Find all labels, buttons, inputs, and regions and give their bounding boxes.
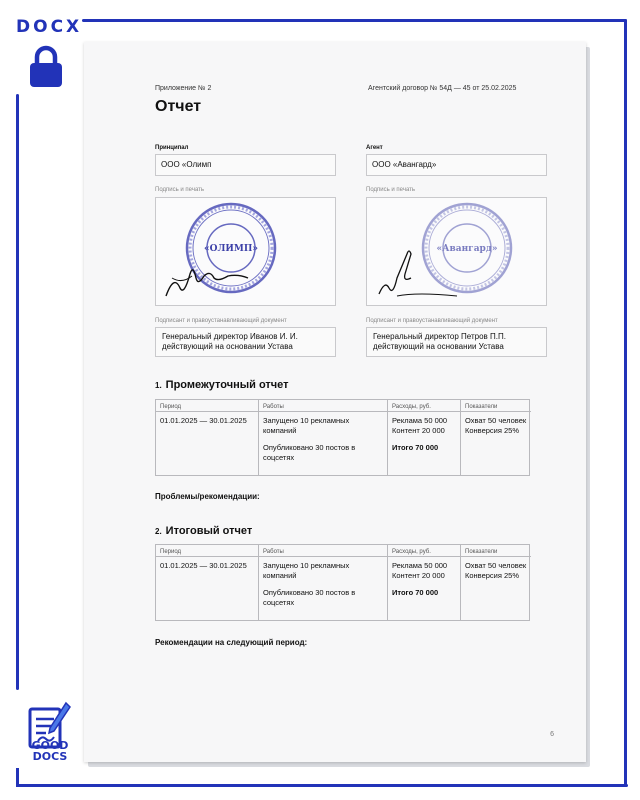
section-1-work-item: Запущено 10 рекламных компаний — [263, 416, 350, 435]
docx-label: DOCX — [16, 17, 83, 37]
section-2-title — [155, 525, 252, 537]
section-2-expense-total: Итого 70 000 — [392, 588, 439, 597]
section-2-number: 2. — [155, 527, 162, 536]
section-1-header-expenses: Расходы, руб. — [388, 400, 460, 412]
agent-signature-box — [366, 197, 547, 306]
section-1-table — [155, 399, 530, 476]
section-2-expenses-cell — [388, 557, 460, 602]
section-2-col-expenses — [387, 545, 460, 620]
section-2-header-metrics: Показатели — [461, 545, 531, 557]
section-1-header-metrics: Показатели — [461, 400, 531, 412]
frame-left-line — [16, 94, 19, 690]
agent-signer-label: Подписант и правоустанавливающий документ — [366, 318, 498, 324]
section-1-metric-item: Охват 50 человек — [465, 416, 527, 425]
lock-icon — [28, 44, 64, 88]
section-1-expense-item: Реклама 50 000 — [392, 416, 448, 425]
agent-stamp-icon — [367, 198, 547, 306]
section-1-works-cell — [259, 412, 387, 467]
section-1-header-works: Работы — [259, 400, 387, 412]
section-1-col-expenses — [387, 400, 460, 475]
section-1-period-cell: 01.01.2025 — 30.01.2025 — [160, 416, 247, 425]
principal-stamp-icon — [156, 198, 336, 306]
section-1-metric-item: Конверсия 25% — [465, 426, 520, 435]
section-1-expenses-cell — [388, 412, 460, 457]
logo-text-good: GOOD — [31, 739, 69, 752]
section-2-note: Рекомендации на следующий период: — [155, 638, 308, 647]
frame-left-bottom-line — [16, 768, 19, 787]
principal-signature-box — [155, 197, 336, 306]
section-2-expense-item: Реклама 50 000 — [392, 561, 448, 570]
logo-text-docs: DOCS — [32, 750, 68, 763]
agent-sign-label: Подпись и печать — [366, 187, 416, 193]
section-2-header-period: Период — [156, 545, 258, 557]
section-2-period-cell: 01.01.2025 — 30.01.2025 — [160, 561, 247, 570]
section-1-number: 1. — [155, 381, 162, 390]
section-2-table — [155, 544, 530, 621]
principal-signer-line1: Генеральный директор Иванов И. И. — [162, 332, 298, 341]
section-2-col-metrics — [460, 545, 531, 620]
section-2-metric-item: Охват 50 человек — [465, 561, 527, 570]
agent-signer-line2: действующий на основании Устава — [373, 342, 504, 351]
section-1-col-period — [156, 400, 258, 475]
section-1-title — [155, 379, 289, 391]
section-2-metric-item: Конверсия 25% — [465, 571, 520, 580]
document-page — [84, 42, 586, 762]
principal-sign-label: Подпись и печать — [155, 187, 205, 193]
principal-label: Принципал — [155, 145, 189, 151]
frame-bottom-line — [16, 784, 628, 787]
frame-right-line — [624, 19, 627, 787]
section-1-title-text: Промежуточный отчет — [165, 379, 289, 391]
agent-name-field: ООО «Авангард» — [366, 154, 547, 176]
section-1-expense-total: Итого 70 000 — [392, 443, 439, 452]
section-2-header-expenses: Расходы, руб. — [388, 545, 460, 557]
frame-top-line — [82, 19, 627, 22]
section-1-header-period: Период — [156, 400, 258, 412]
agent-stamp-text: «Авангард» — [436, 244, 498, 254]
principal-stamp-text: «ОЛИМП» — [203, 244, 259, 254]
good-docs-wordmark — [26, 740, 74, 762]
section-2-header-works: Работы — [259, 545, 387, 557]
section-2-work-item: Запущено 10 рекламных компаний — [263, 561, 350, 580]
contract-reference: Агентский договор № 54Д — 45 от 25.02.2025 — [368, 85, 517, 92]
section-2-expense-item: Контент 20 000 — [392, 571, 445, 580]
section-1-expense-item: Контент 20 000 — [392, 426, 445, 435]
principal-name-field: ООО «Олимп — [155, 154, 336, 176]
section-1-work-item: Опубликовано 30 постов в соцсетях — [263, 443, 356, 462]
document-title: Отчет — [155, 98, 202, 115]
agent-label: Агент — [366, 145, 383, 151]
section-2-work-item: Опубликовано 30 постов в соцсетях — [263, 588, 356, 607]
section-2-metrics-cell — [461, 557, 531, 585]
section-1-col-metrics — [460, 400, 531, 475]
agent-signer-field — [366, 327, 547, 357]
section-2-title-text: Итоговый отчет — [165, 525, 253, 537]
principal-signer-field — [155, 327, 336, 357]
section-1-note: Проблемы/рекомендации: — [155, 492, 260, 501]
appendix-label: Приложение № 2 — [155, 85, 212, 92]
section-2-col-period — [156, 545, 258, 620]
section-1-metrics-cell — [461, 412, 531, 440]
page-number: 6 — [550, 731, 554, 738]
principal-signer-line2: действующий на основании Устава — [162, 342, 293, 351]
section-1-col-works — [258, 400, 387, 475]
agent-signer-line1: Генеральный директор Петров П.П. — [373, 332, 506, 341]
section-2-works-cell — [259, 557, 387, 612]
principal-signer-label: Подписант и правоустанавливающий документ — [155, 318, 287, 324]
section-2-col-works — [258, 545, 387, 620]
